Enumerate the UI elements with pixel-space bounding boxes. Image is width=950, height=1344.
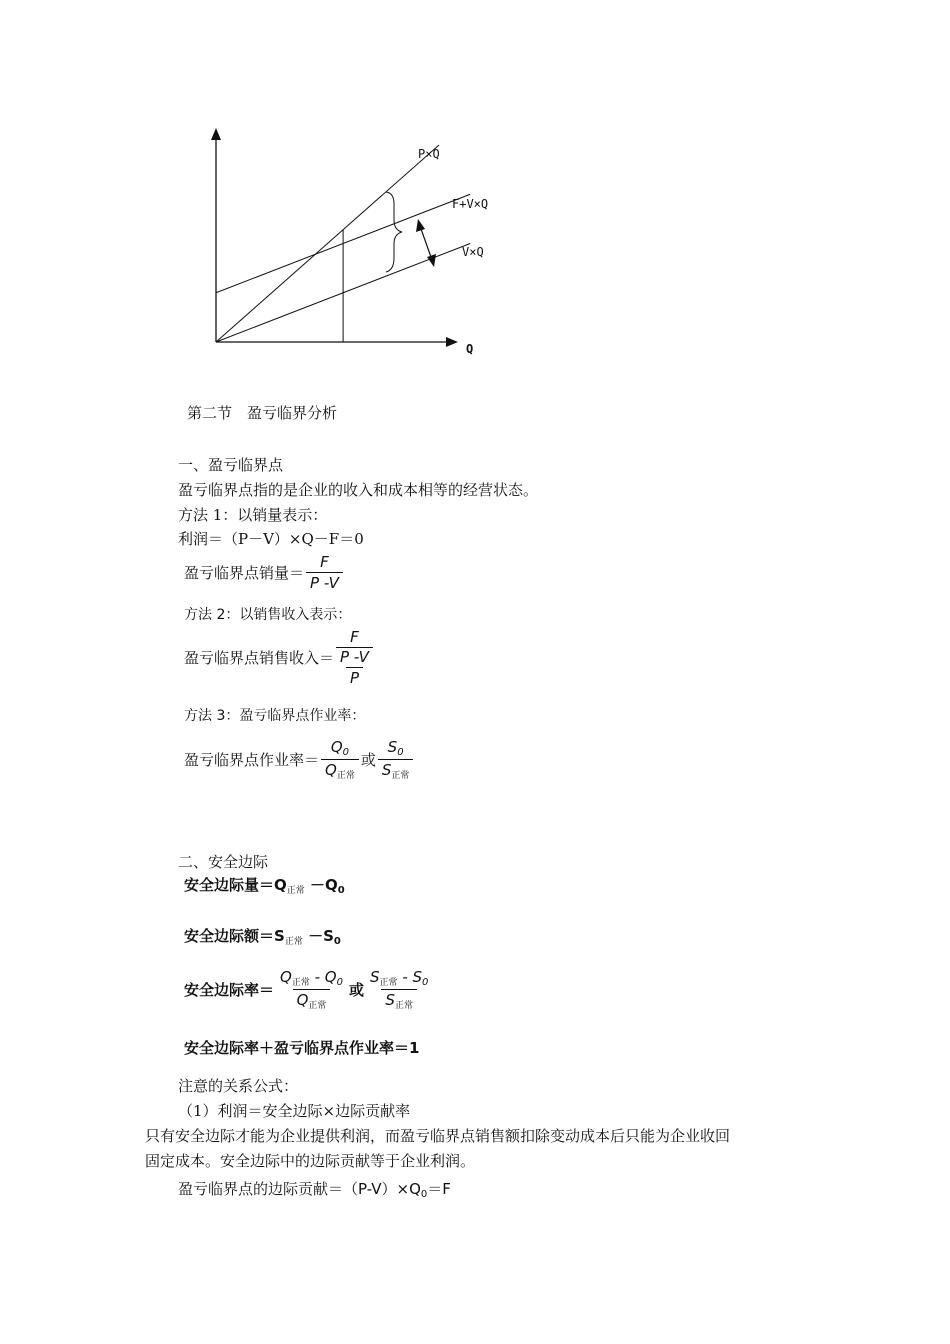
label-pxq: P×Q	[418, 147, 440, 161]
note-heading: 注意的关系公式：	[178, 1077, 299, 1095]
formula-breakeven-volume	[184, 553, 345, 592]
arrowhead-down	[427, 254, 436, 267]
formula1-label: 盈亏临界点销量＝	[184, 564, 305, 582]
y-axis-arrow	[211, 128, 221, 140]
rate-sum-eq: 安全边际率＋盈亏临界点作业率＝1	[184, 1039, 420, 1057]
method2-text: 方法 2：以销售收入表示：	[184, 607, 352, 623]
profit-brace	[386, 192, 402, 272]
paragraph-line-2: 固定成本。安全边际中的边际贡献等于企业利润。	[145, 1152, 476, 1170]
formula1-denominator: P -V	[306, 572, 343, 592]
label-f-plus-vxq: F+V×Q	[452, 197, 489, 211]
formula2-inner-denominator: P	[346, 667, 363, 687]
arrowhead-up	[416, 219, 425, 232]
part1-heading: 一、盈亏临界点	[178, 456, 284, 474]
method1-text: 方法 1：以销量表示：	[178, 506, 328, 524]
series-line-pxq	[216, 145, 439, 342]
formula-breakeven-rate: 盈亏临界点作业率＝ $\frac{Q_0}{Q_{正常}}$ 或 $\frac{S_0}{S_{正常}}$	[184, 738, 415, 781]
part1-definition: 盈亏临界点指的是企业的收入和成本相等的经营状态。	[178, 481, 539, 499]
part2-heading: 二、安全边际	[178, 853, 269, 871]
breakeven-contribution-eq: 盈亏临界点的边际贡献$=(P-V)\times Q_0=F$	[178, 1180, 451, 1200]
formula1-numerator: F	[320, 553, 329, 571]
section-title: 第二节 盈亏临界分析	[187, 404, 338, 422]
profit-equation: 利润＝（P－V）×Q－F＝0	[178, 530, 364, 548]
safety-margin-amount-eq: 安全边际额$=S_{正常} -S_0$	[184, 927, 341, 947]
label-vxq: V×Q	[462, 245, 484, 259]
safety-margin-rate-eq: 安全边际率＝ $\frac{Q_{正常} - Q_0}{Q_{正常}}$ 或 $\frac{S_{正常} - S_0}{S_{正常}}$	[184, 968, 429, 1011]
formula-breakeven-revenue	[184, 628, 375, 687]
safety-margin-volume-eq: 安全边际量$=Q_{正常} -Q_0$	[184, 876, 345, 896]
formula3-or: 或	[360, 751, 376, 769]
formula3-label: 盈亏临界点作业率＝	[184, 751, 320, 769]
formula2-inner-numerator: P -V	[340, 648, 369, 666]
fixed-cost-arrow	[420, 226, 432, 260]
method3-text: 方法 3：盈亏临界点作业率：	[184, 708, 366, 724]
break-even-chart	[170, 120, 530, 360]
x-axis-arrow	[446, 337, 458, 347]
formula2-numerator: F	[350, 628, 359, 646]
note-item-1: （1）利润＝安全边际×边际贡献率	[178, 1102, 411, 1120]
formula2-label: 盈亏临界点销售收入＝	[184, 649, 335, 667]
paragraph-line-1: 只有安全边际才能为企业提供利润，而盈亏临界点销售额扣除变动成本后只能为企业收回	[145, 1127, 731, 1145]
label-q-axis: Q	[466, 342, 474, 356]
